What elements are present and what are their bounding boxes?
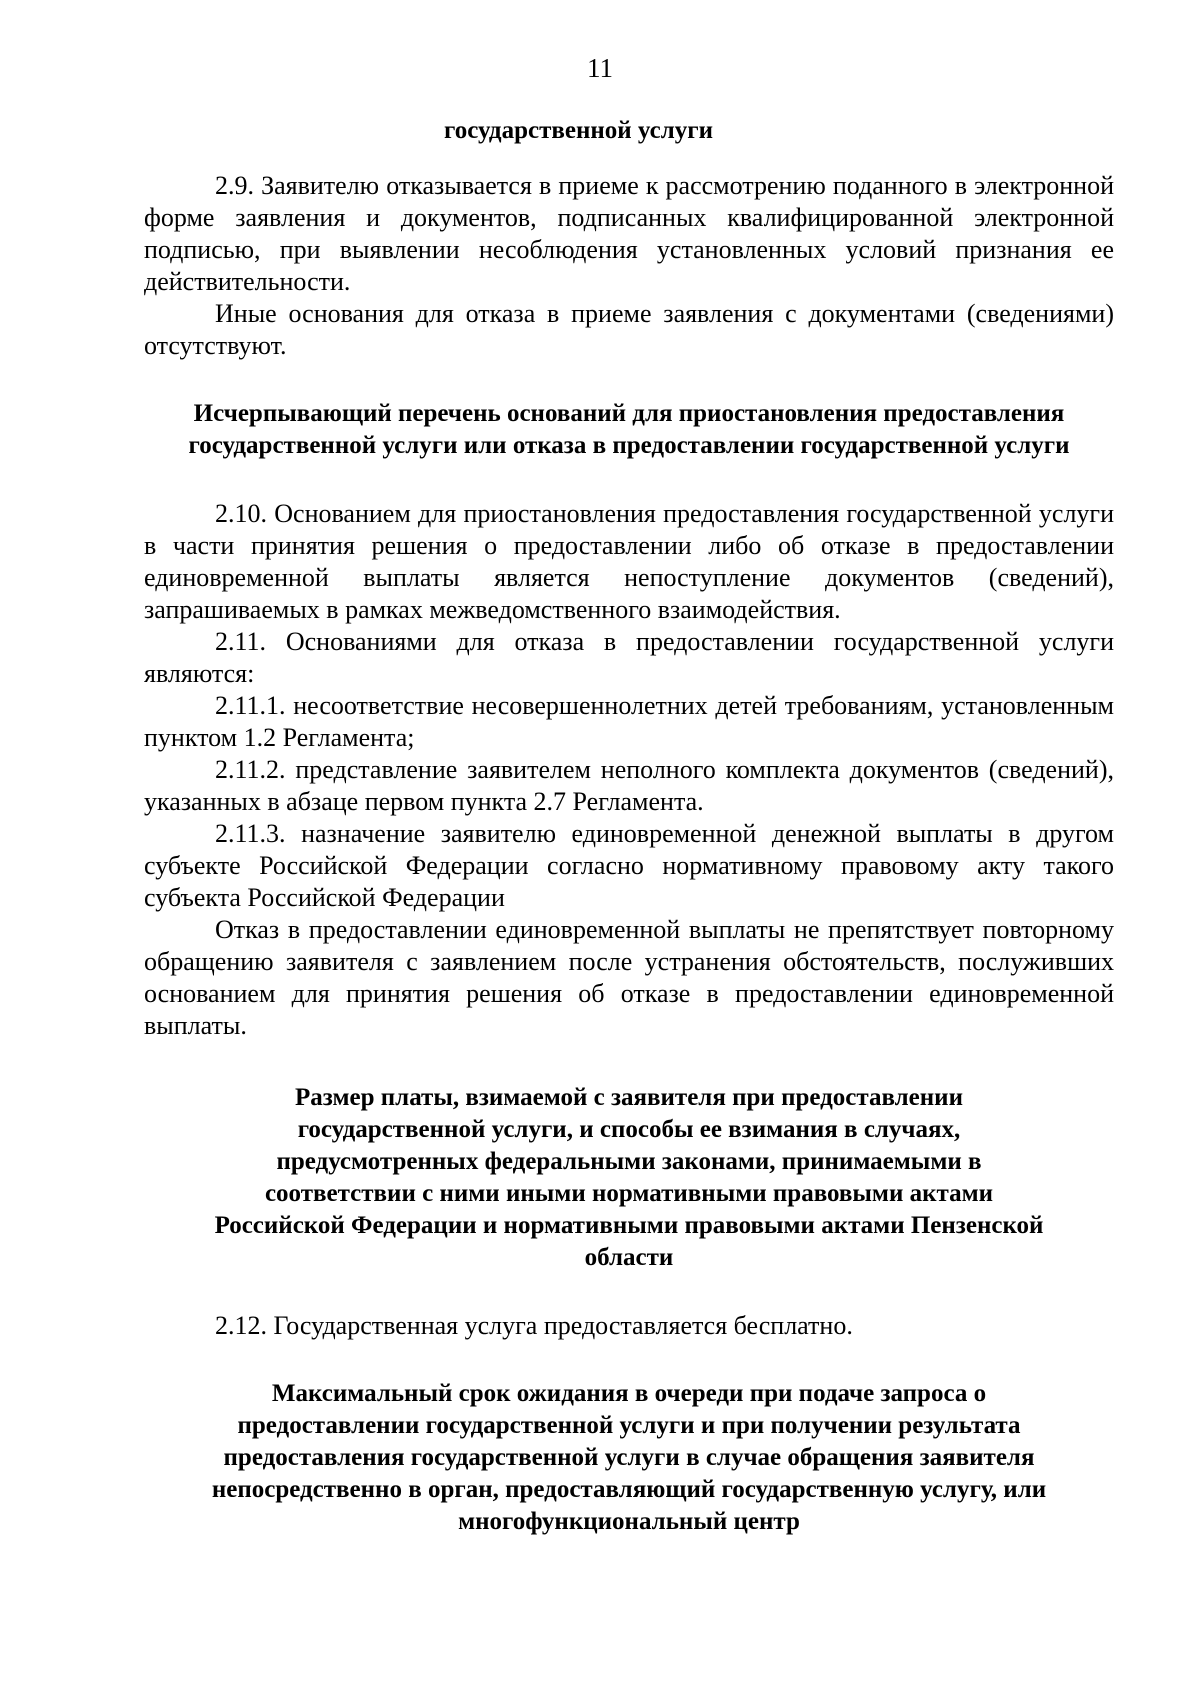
paragraph-2-11: 2.11. Основаниями для отказа в предоставлении государственной услуги являются: <box>144 627 1114 688</box>
paragraph-refusal-note: Отказ в предоставлении единовременной выплаты не препятствует повторному обращению заявителя с заявлением после устранения обстоятельств, послуживших основанием для принятия решения об отказе в предоставлении единовременной выплаты. <box>144 915 1114 1040</box>
document-body <box>144 115 1114 1538</box>
section-heading-continuation: государственной услуги <box>444 117 714 144</box>
section-heading-grounds-suspension: Исчерпывающий перечень оснований для приостановления предоставления государственной услуги или отказа в предоставлении государственной услуги <box>188 400 1070 459</box>
paragraph-2-12: 2.12. Государственная услуга предоставляется бесплатно. <box>215 1311 853 1340</box>
section-heading-queue-time: Максимальный срок ожидания в очереди при подаче запроса о предоставлении государственной услуги и при получении результата предоставления государственной услуги в случае обращения заявителя непосредственно в орган, предоставляющий государственную услугу, или многофункциональный центр <box>211 1380 1047 1535</box>
paragraph-2-9: 2.9. Заявителю отказывается в приеме к рассмотрению поданного в электронной форме заявления и документов, подписанных квалифицированной электронной подписью, при выявлении несоблюдения установленных условий признания ее действительности. <box>144 171 1114 296</box>
paragraph-2-11-1: 2.11.1. несоответствие несовершеннолетних детей требованиям, установленным пунктом 1.2 Регламента; <box>144 691 1114 752</box>
section-heading-fee: Размер платы, взимаемой с заявителя при предоставлении государственной услуги, и способы ее взимания в случаях, предусмотренных федеральными законами, принимаемыми в соответствии с ними иными нормативными правовыми актами Российской Федерации и нормативными правовыми актами Пензенской области <box>214 1084 1044 1271</box>
paragraph-2-10: 2.10. Основанием для приостановления предоставления государственной услуги в части принятия решения о предоставлении либо об отказе в предоставлении единовременной выплаты является непоступление документов (сведений), запрашиваемых в рамках межведомственного взаимодействия. <box>144 499 1114 624</box>
paragraph-other-grounds: Иные основания для отказа в приеме заявления с документами (сведениями) отсутствуют. <box>144 299 1114 360</box>
paragraph-2-11-3: 2.11.3. назначение заявителю единовременной денежной выплаты в другом субъекте Российской Федерации согласно нормативному правовому акту такого субъекта Российской Федерации <box>144 819 1114 912</box>
paragraph-2-11-2: 2.11.2. представление заявителем неполного комплекта документов (сведений), указанных в абзаце первом пункта 2.7 Регламента. <box>144 755 1114 816</box>
page-number: 11 <box>587 53 613 83</box>
